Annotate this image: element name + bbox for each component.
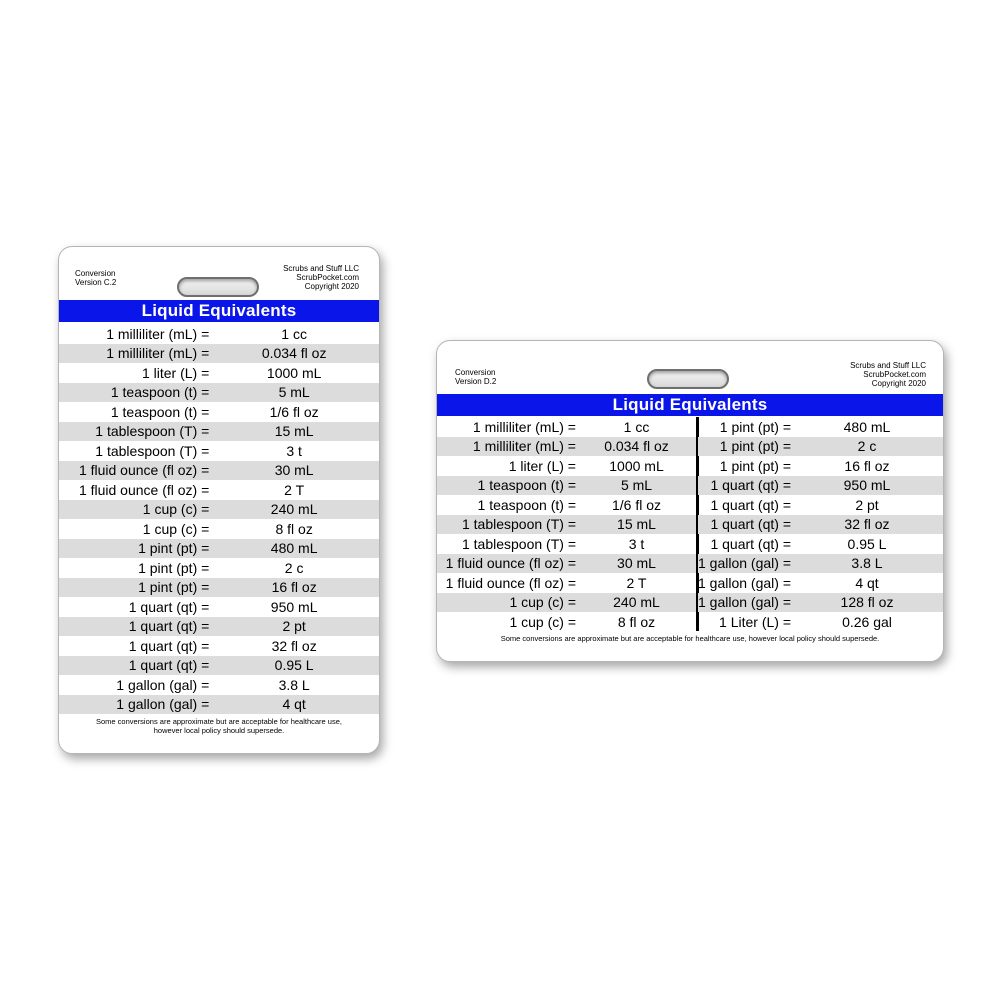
table-row (59, 402, 379, 422)
unit-label: 1 quart (qt) = (710, 477, 791, 494)
publisher-name: Scrubs and Stuff LLC (850, 361, 926, 370)
unit-label: 1 quart (qt) = (710, 535, 791, 552)
footnote: Some conversions are approximate but are acceptable for healthcare use, however local policy should supersede. (500, 634, 880, 643)
publisher-info (283, 264, 359, 291)
copyright: Copyright 2020 (304, 282, 359, 291)
equivalent-value: 950 mL (843, 477, 891, 494)
table-row (437, 554, 697, 574)
conversion-table-left (437, 417, 697, 632)
equivalent-value: 2 pt (855, 496, 879, 513)
table-row (437, 515, 697, 535)
equivalent-value: 0.034 fl oz (261, 345, 327, 362)
table-row (698, 573, 943, 593)
footnote-line: however local policy should supersede. (153, 726, 285, 735)
version-info (455, 368, 496, 386)
card-category: Conversion (455, 368, 496, 377)
table-row (59, 597, 379, 617)
badge-slot (647, 369, 729, 389)
table-row (59, 519, 379, 539)
equivalent-value: 1 cc (623, 418, 650, 435)
unit-label: 1 pint (pt) = (138, 540, 210, 557)
table-row (698, 417, 943, 437)
vertical-badge-card (58, 246, 380, 754)
table-row (59, 558, 379, 578)
equivalent-value: 1/6 fl oz (269, 403, 319, 420)
unit-label: 1 milliliter (mL) = (106, 325, 210, 342)
table-row (698, 476, 943, 496)
equivalent-value: 8 fl oz (275, 520, 313, 537)
table-row (59, 344, 379, 364)
unit-label: 1 liter (L) = (141, 364, 210, 381)
unit-label: 1 milliliter (mL) = (472, 438, 576, 455)
unit-label: 1 tablespoon (T) = (461, 516, 576, 533)
copyright: Copyright 2020 (871, 379, 926, 388)
equivalent-value: 5 mL (278, 384, 310, 401)
unit-label: 1 teaspoon (t) = (110, 384, 210, 401)
unit-label: 1 fluid ounce (fl oz) = (78, 462, 210, 479)
unit-label: 1 fluid ounce (fl oz) = (445, 574, 576, 591)
equivalent-value: 0.26 gal (842, 613, 892, 630)
table-row (437, 417, 697, 437)
table-row (59, 363, 379, 383)
equivalent-value: 1 cc (281, 325, 307, 342)
table-row (59, 539, 379, 559)
publisher-info (850, 361, 926, 388)
unit-label: 1 tablespoon (T) = (95, 442, 210, 459)
table-row (698, 456, 943, 476)
table-row (59, 422, 379, 442)
unit-label: 1 teaspoon (t) = (477, 496, 576, 513)
unit-label: 1 teaspoon (t) = (477, 477, 576, 494)
unit-label: 1 quart (qt) = (128, 618, 210, 635)
unit-label: 1 cup (c) = (142, 501, 210, 518)
equivalent-value: 16 fl oz (844, 457, 890, 474)
table-row (437, 573, 697, 593)
equivalent-value: 240 mL (270, 501, 318, 518)
equivalent-value: 2 T (284, 481, 305, 498)
table-row (59, 441, 379, 461)
unit-label: 1 pint (pt) = (138, 559, 210, 576)
unit-label: 1 Liter (L) = (719, 613, 791, 630)
equivalent-value: 1000 mL (609, 457, 664, 474)
unit-label: 1 teaspoon (t) = (110, 403, 210, 420)
unit-label: 1 fluid ounce (fl oz) = (78, 481, 210, 498)
footnote-line: Some conversions are approximate but are acceptable for healthcare use, (96, 717, 342, 726)
card-version: Version D.2 (455, 377, 497, 386)
equivalent-value: 480 mL (270, 540, 318, 557)
equivalent-value: 16 fl oz (271, 579, 317, 596)
equivalent-value: 0.034 fl oz (604, 438, 669, 455)
equivalent-value: 0.95 L (847, 535, 887, 552)
card-title: Liquid Equivalents (59, 300, 379, 322)
unit-label: 1 gallon (gal) = (698, 555, 792, 572)
table-row (698, 515, 943, 535)
table-row (59, 636, 379, 656)
equivalent-value: 3 t (286, 442, 302, 459)
footnote (59, 717, 379, 735)
table-row (437, 476, 697, 496)
equivalent-value: 2 c (857, 438, 877, 455)
unit-label: 1 quart (qt) = (128, 637, 210, 654)
unit-label: 1 milliliter (mL) = (106, 345, 210, 362)
equivalent-value: 30 mL (274, 462, 314, 479)
table-row (698, 554, 943, 574)
card-title: Liquid Equivalents (437, 394, 943, 416)
table-row (698, 534, 943, 554)
unit-label: 1 pint (pt) = (719, 438, 791, 455)
table-row (698, 612, 943, 632)
table-row (437, 437, 697, 457)
equivalent-value: 5 mL (620, 477, 653, 494)
table-row (59, 656, 379, 676)
publisher-website: ScrubPocket.com (296, 273, 359, 282)
card-version: Version C.2 (75, 278, 117, 287)
equivalent-value: 240 mL (613, 594, 660, 611)
table-row (59, 695, 379, 715)
equivalent-value: 8 fl oz (617, 613, 656, 630)
equivalent-value: 4 qt (282, 696, 306, 713)
equivalent-value: 3.8 L (851, 555, 883, 572)
equivalent-value: 32 fl oz (271, 637, 317, 654)
unit-label: 1 quart (qt) = (710, 496, 791, 513)
unit-label: 1 gallon (gal) = (116, 676, 210, 693)
horizontal-badge-card (436, 340, 944, 662)
equivalent-value: 32 fl oz (844, 516, 890, 533)
equivalent-value: 2 T (626, 574, 647, 591)
unit-label: 1 tablespoon (T) = (95, 423, 210, 440)
table-row (59, 675, 379, 695)
equivalent-value: 4 qt (855, 574, 879, 591)
table-row (59, 383, 379, 403)
table-row (59, 500, 379, 520)
equivalent-value: 3.8 L (278, 676, 310, 693)
card-category: Conversion (75, 269, 116, 278)
equivalent-value: 480 mL (843, 418, 891, 435)
conversion-table (59, 324, 379, 714)
equivalent-value: 2 c (284, 559, 304, 576)
table-row (437, 593, 697, 613)
table-row (437, 534, 697, 554)
unit-label: 1 pint (pt) = (719, 418, 791, 435)
badge-slot (177, 277, 259, 297)
unit-label: 1 fluid ounce (fl oz) = (445, 555, 576, 572)
unit-label: 1 quart (qt) = (128, 657, 210, 674)
equivalent-value: 15 mL (274, 423, 314, 440)
equivalent-value: 128 fl oz (840, 594, 894, 611)
table-row (59, 480, 379, 500)
table-row (437, 456, 697, 476)
publisher-website: ScrubPocket.com (863, 370, 926, 379)
unit-label: 1 milliliter (mL) = (472, 418, 576, 435)
unit-label: 1 quart (qt) = (710, 516, 791, 533)
unit-label: 1 cup (c) = (509, 594, 576, 611)
table-row (698, 593, 943, 613)
publisher-name: Scrubs and Stuff LLC (283, 264, 359, 273)
equivalent-value: 950 mL (270, 598, 318, 615)
unit-label: 1 tablespoon (T) = (461, 535, 576, 552)
unit-label: 1 pint (pt) = (719, 457, 791, 474)
equivalent-value: 1/6 fl oz (611, 496, 662, 513)
unit-label: 1 cup (c) = (142, 520, 210, 537)
table-row (698, 495, 943, 515)
unit-label: 1 cup (c) = (509, 613, 576, 630)
table-row (437, 495, 697, 515)
conversion-table-right (698, 417, 943, 632)
unit-label: 1 gallon (gal) = (116, 696, 210, 713)
table-row (59, 578, 379, 598)
equivalent-value: 3 t (628, 535, 645, 552)
table-row (437, 612, 697, 632)
unit-label: 1 gallon (gal) = (698, 574, 792, 591)
table-row (59, 324, 379, 344)
equivalent-value: 30 mL (617, 555, 656, 572)
table-row (59, 617, 379, 637)
version-info (75, 269, 116, 287)
equivalent-value: 15 mL (617, 516, 656, 533)
equivalent-value: 1000 mL (266, 364, 322, 381)
table-row (59, 461, 379, 481)
equivalent-value: 0.95 L (274, 657, 314, 674)
unit-label: 1 quart (qt) = (128, 598, 210, 615)
unit-label: 1 liter (L) = (508, 457, 576, 474)
unit-label: 1 pint (pt) = (138, 579, 210, 596)
equivalent-value: 2 pt (282, 618, 306, 635)
table-row (698, 437, 943, 457)
unit-label: 1 gallon (gal) = (698, 594, 792, 611)
